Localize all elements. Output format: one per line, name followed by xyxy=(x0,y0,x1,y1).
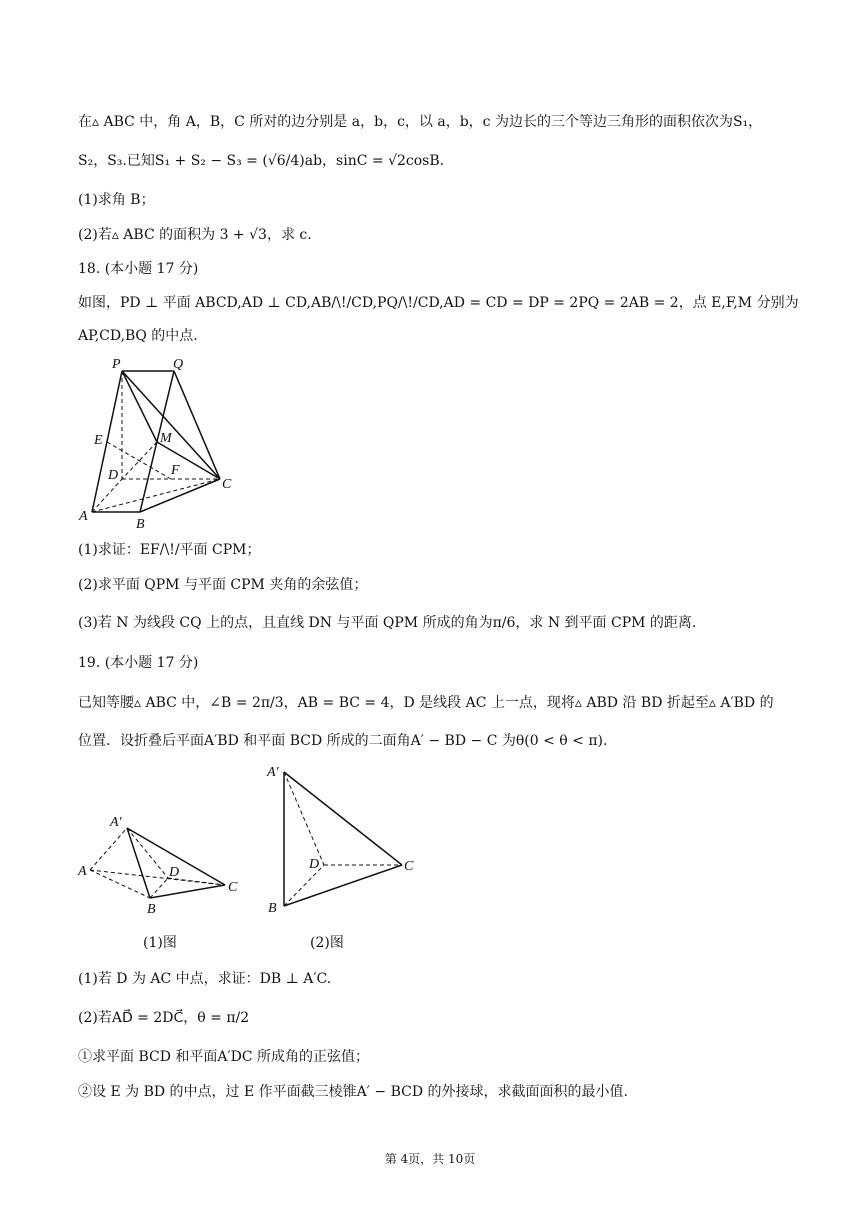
p18-question-2: (2)求平面 QPM 与平面 CPM 夹角的余弦值； xyxy=(78,577,368,593)
p17-question-2: (2)若▵ ABC 的面积为 3 + √3，求 c. xyxy=(78,227,312,243)
p19-header: 19. (本小题 17 分) xyxy=(78,655,199,671)
p19-text-line1: 已知等腰▵ ABC 中，∠B = 2π/3，AB = BC = 4，D 是线段 AC 上一点，现将▵ ABD 沿 BD 折起至▵ A′BD 的 xyxy=(78,695,774,711)
p18-text-line2: AP,CD,BQ 的中点. xyxy=(78,328,198,344)
label-C: C xyxy=(222,477,232,492)
p18-text-line1: 如图，PD ⊥ 平面 ABCD,AD ⊥ CD,AB/\!/CD,PQ/\!/CD,AD = CD = DP = 2PQ = 2AB = 2，点 E,F,M 分别为 xyxy=(78,295,799,311)
fig1-label-B: B xyxy=(147,902,156,917)
fig2-label-B: B xyxy=(268,901,277,916)
label-P: P xyxy=(112,357,121,372)
fig1-label-A1: A′ xyxy=(110,815,122,830)
p19-question-2a: ①求平面 BCD 和平面A′DC 所成角的正弦值； xyxy=(78,1049,370,1065)
p17-text-line1: 在▵ ABC 中，角 A，B，C 所对的边分别是 a，b，c，以 a，b，c 为边长的三个等边三角形的面积依次为S₁， xyxy=(78,114,763,130)
fig2-label-D: D xyxy=(309,857,320,872)
fig1-label-A: A xyxy=(78,864,87,879)
p18-question-1: (1)求证：EF/\!/平面 CPM； xyxy=(78,542,261,558)
label-E: E xyxy=(94,433,103,448)
label-F: F xyxy=(171,463,180,478)
p19-figure-2 xyxy=(262,760,432,920)
p18-header: 18. (本小题 17 分) xyxy=(78,261,199,277)
p19-text-line2: 位置．设折叠后平面A′BD 和平面 BCD 所成的二面角A′ − BD − C 为θ(0 < θ < π). xyxy=(78,733,608,749)
p19-caption-2: (2)图 xyxy=(310,935,344,951)
label-M: M xyxy=(160,431,172,446)
p17-text-line2: S₂，S₃.已知S₁ + S₂ − S₃ = (√6/4)ab，sinC = √2cosB. xyxy=(78,153,445,169)
fig1-label-C: C xyxy=(228,880,238,895)
p19-question-2b: ②设 E 为 BD 的中点，过 E 作平面截三棱锥A′ − BCD 的外接球，求截面面积的最小值. xyxy=(78,1084,628,1100)
p19-question-2: (2)若AD⃗ = 2DC⃗，θ = π/2 xyxy=(78,1010,250,1026)
p18-question-3: (3)若 N 为线段 CQ 上的点，且直线 DN 与平面 QPM 所成的角为π/6，求 N 到平面 CPM 的距离. xyxy=(78,615,697,631)
label-D: D xyxy=(108,468,119,483)
p19-figure-1 xyxy=(75,810,255,920)
p19-caption-1: (1)图 xyxy=(143,935,177,951)
label-Q: Q xyxy=(173,357,184,372)
label-B: B xyxy=(136,517,145,532)
p18-figure-pyramid xyxy=(70,352,250,532)
label-A: A xyxy=(79,509,88,524)
fig2-label-C: C xyxy=(404,859,414,874)
page-footer: 第 4页，共 10页 xyxy=(384,1152,476,1166)
p19-question-1: (1)若 D 为 AC 中点，求证：DB ⊥ A′C. xyxy=(78,971,332,987)
fig2-label-A1: A′ xyxy=(267,765,279,780)
fig1-label-D: D xyxy=(169,865,180,880)
p17-question-1: (1)求角 B； xyxy=(78,192,155,208)
